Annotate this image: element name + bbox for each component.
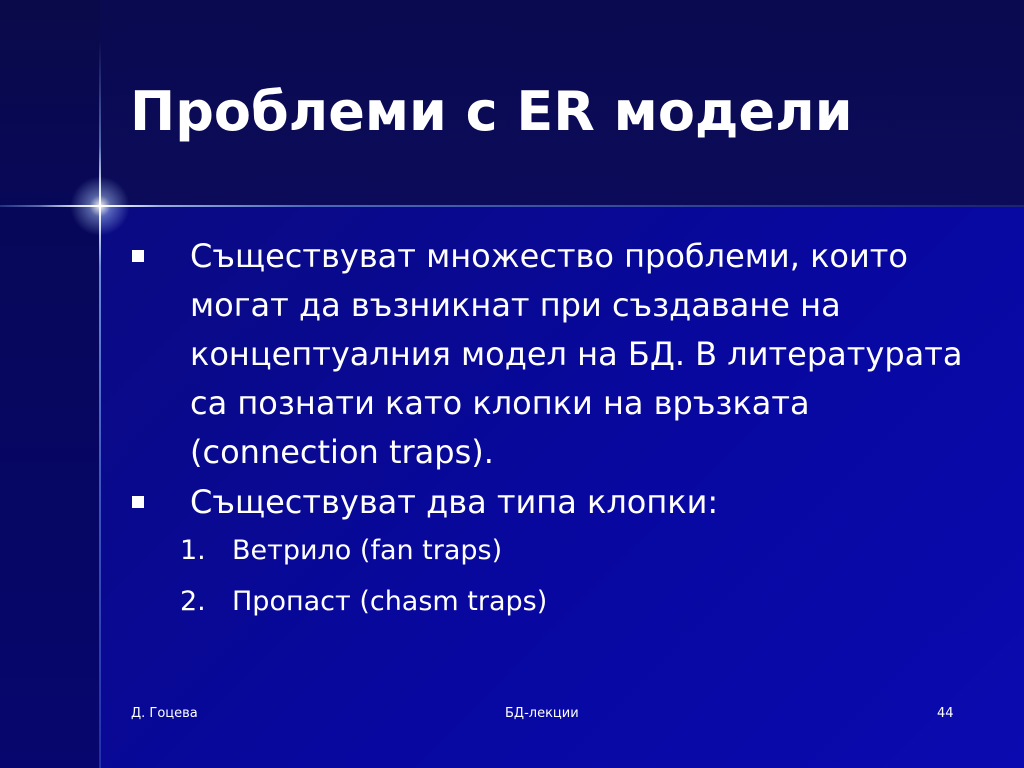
bullet-text: Съществуват два типа клопки: bbox=[190, 483, 719, 521]
slide-title: Проблеми с ER модели bbox=[130, 80, 853, 143]
sparkle-vertical-ray bbox=[99, 146, 101, 266]
numbered-sub-item bbox=[0, 535, 1024, 585]
bullet-text: Съществуват множество проблеми, които могат да възникнат при създаване на концептуалния модел на БД. В литературата са познати като клопки на връзката (connection traps). bbox=[190, 237, 963, 471]
sub-item-number: 1. bbox=[180, 535, 206, 566]
sub-item-text: Пропаст (chasm traps) bbox=[232, 586, 548, 617]
square-bullet-icon bbox=[132, 496, 144, 508]
footer-course: БД-лекции bbox=[505, 706, 579, 721]
footer-author: Д. Гоцева bbox=[131, 706, 198, 721]
sub-item-text: Ветрило (fan traps) bbox=[232, 535, 503, 566]
numbered-sub-item bbox=[0, 586, 1024, 636]
footer-page-number: 44 bbox=[937, 706, 954, 721]
left-margin-background bbox=[0, 0, 100, 768]
sub-item-number: 2. bbox=[180, 586, 206, 617]
square-bullet-icon bbox=[132, 250, 144, 262]
